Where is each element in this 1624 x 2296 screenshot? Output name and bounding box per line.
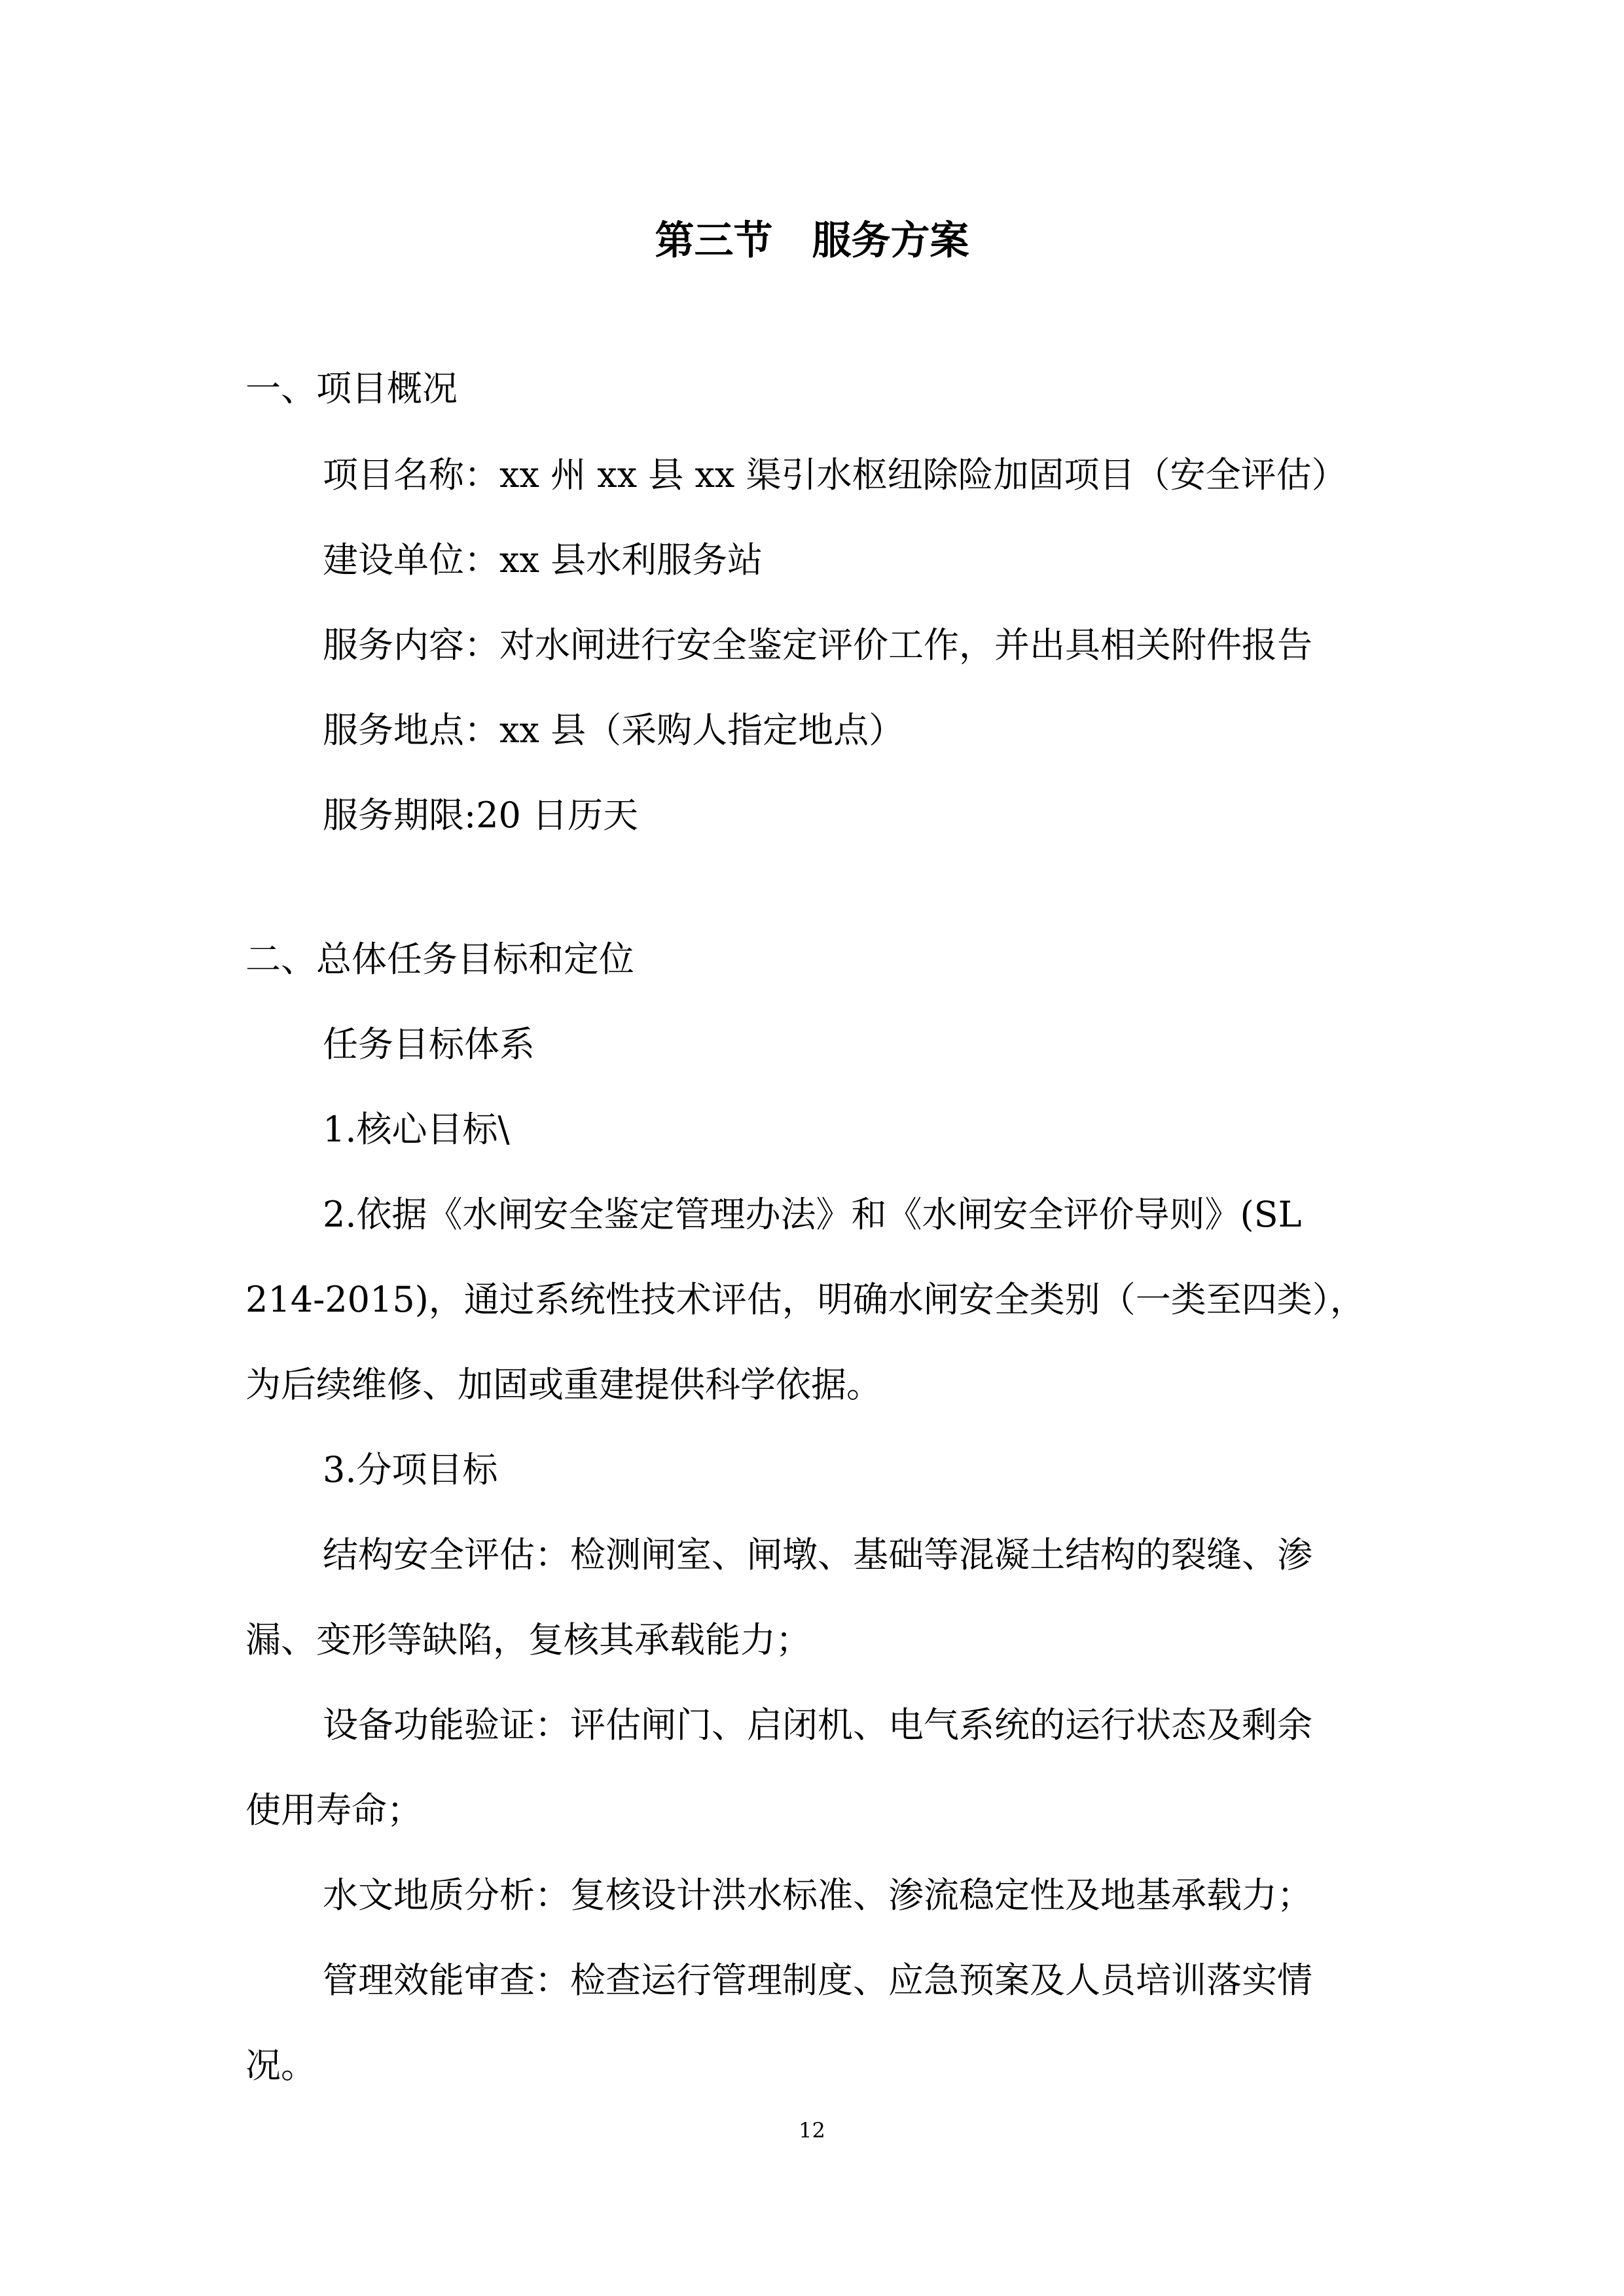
section-heading-goals: 二、总体任务目标和定位	[245, 939, 634, 980]
basis-paragraph-line: 为后续维修、加固或重建提供科学依据。	[245, 1364, 882, 1405]
project-name: 项目名称：xx 州 xx 县 xx 渠引水枢纽除险加固项目（安全评估）	[323, 454, 1347, 495]
equipment-verification-line: 设备功能验证：评估闸门、启闭机、电气系统的运行状态及剩余	[323, 1704, 1312, 1746]
equipment-verification-line: 使用寿命；	[245, 1789, 422, 1831]
hydrogeology-analysis-line: 水文地质分析：复核设计洪水标准、渗流稳定性及地基承载力；	[323, 1874, 1312, 1916]
core-goal-item: 1.核心目标\	[323, 1109, 510, 1150]
service-location: 服务地点：xx 县（采购人指定地点）	[323, 709, 905, 751]
structural-safety-line: 漏、变形等缺陷，复核其承载能力；	[245, 1619, 811, 1660]
sub-goals-item: 3.分项目标	[323, 1449, 498, 1490]
basis-paragraph-line: 2.依据《水闸安全鉴定管理办法》和《水闸安全评价导则》(SL	[323, 1194, 1302, 1235]
structural-safety-line: 结构安全评估：检测闸室、闸墩、基础等混凝土结构的裂缝、渗	[323, 1534, 1312, 1575]
service-content: 服务内容：对水闸进行安全鉴定评价工作，并出具相关附件报告	[323, 624, 1312, 666]
page-number: 12	[799, 2118, 825, 2143]
management-review-line: 况。	[245, 2045, 316, 2086]
management-review-line: 管理效能审查：检查运行管理制度、应急预案及人员培训落实情	[323, 1960, 1312, 2001]
section-title: 第三节 服务方案	[655, 218, 969, 264]
basis-paragraph-line: 214-2015)，通过系统性技术评估，明确水闸安全类别（一类至四类），	[245, 1279, 1365, 1320]
service-period: 服务期限:20 日历天	[323, 795, 639, 836]
section-heading-project-overview: 一、项目概况	[245, 368, 458, 409]
builder: 建设单位：xx 县水利服务站	[323, 539, 763, 581]
goal-system-subheading: 任务目标体系	[323, 1024, 535, 1065]
